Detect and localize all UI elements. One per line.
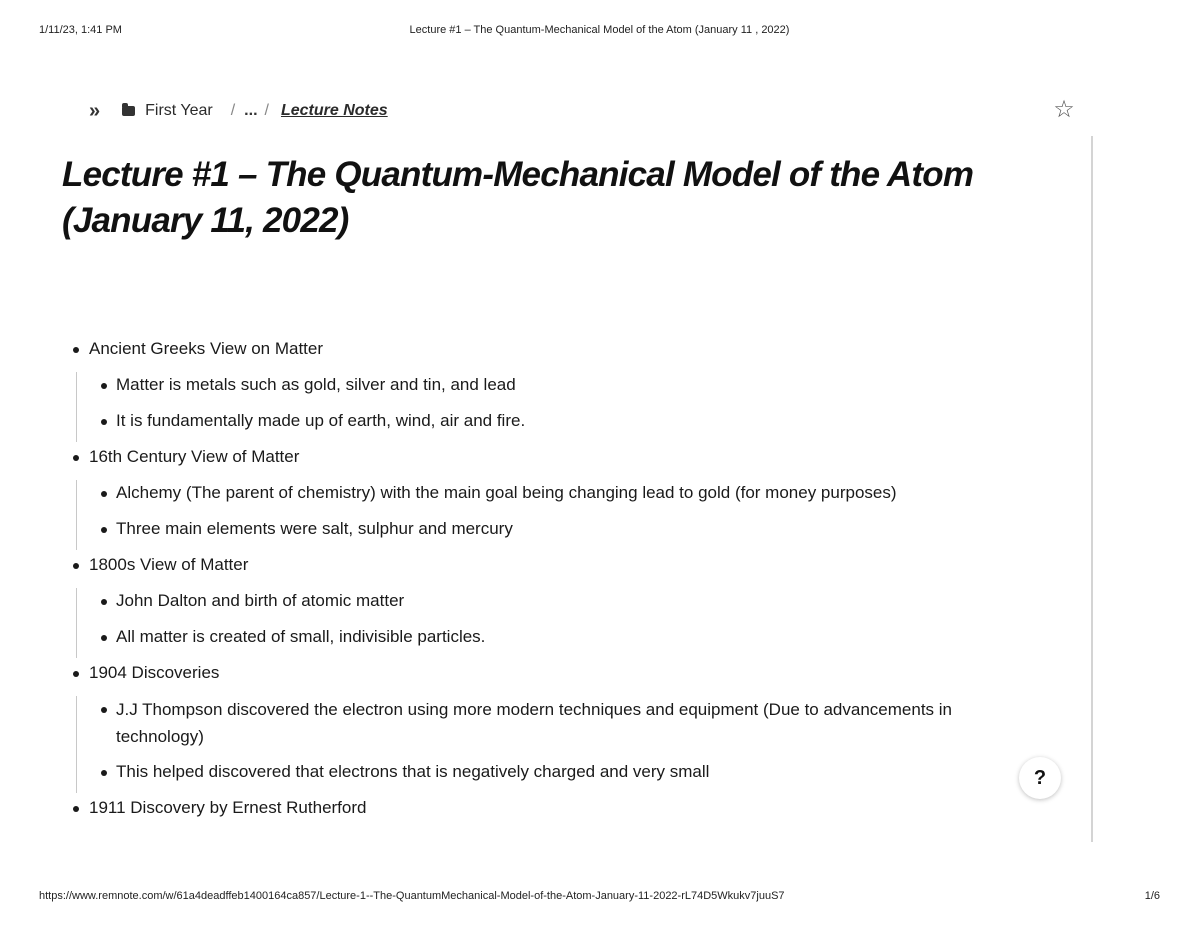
bullet-icon[interactable]	[101, 419, 107, 425]
list-item-text: John Dalton and birth of atomic matter	[116, 591, 405, 610]
breadcrumb-ellipsis[interactable]: ...	[244, 102, 258, 119]
page-title: Lecture #1 – The Quantum-Mechanical Model of the Atom (January 11, 2022)	[62, 155, 974, 240]
list-item[interactable]	[116, 588, 1090, 624]
breadcrumb-current-lecture-notes[interactable]: Lecture Notes	[280, 102, 388, 119]
list-item-text: This helped discovered that electrons that is negatively charged and very small	[116, 762, 710, 781]
print-date: 1/11/23, 1:41 PM	[39, 24, 122, 36]
list-item-text: 1800s View of Matter	[89, 555, 249, 574]
list-item-text: J.J Thompson discovered the electron using more modern techniques and equipment (Due to advancements in technology)	[116, 700, 952, 746]
bullet-icon[interactable]	[101, 770, 107, 776]
bullet-icon[interactable]	[101, 599, 107, 605]
indent-guide	[76, 372, 77, 442]
list-item-text: All matter is created of small, indivisible particles.	[116, 627, 486, 646]
list-item-text: It is fundamentally made up of earth, wind, air and fire.	[116, 411, 526, 430]
scrollbar[interactable]	[1091, 136, 1093, 842]
breadcrumb-first-year[interactable]: First Year	[145, 102, 213, 119]
breadcrumb-separator: /	[264, 102, 269, 119]
print-url: https://www.remnote.com/w/61a4deadffeb1400164ca857/Lecture-1--The-QuantumMechanical-Model-of-the-Atom-January-11-2022-rL74D5Wkukv7juuS7	[39, 890, 785, 902]
nested-list	[89, 372, 1090, 444]
indent-guide	[76, 480, 77, 550]
bullet-icon[interactable]	[73, 671, 79, 677]
list-item[interactable]	[116, 372, 1090, 408]
help-button[interactable]: ?	[1019, 757, 1061, 799]
list-item[interactable]	[89, 444, 1090, 480]
bullet-icon[interactable]	[73, 563, 79, 569]
nested-list	[89, 696, 1090, 795]
bullet-icon[interactable]	[101, 707, 107, 713]
list-item[interactable]	[116, 759, 1090, 795]
page-number: 1/6	[1144, 890, 1160, 902]
indent-guide	[76, 588, 77, 658]
nested-list	[89, 588, 1090, 660]
nested-list	[89, 480, 1090, 552]
list-item[interactable]	[116, 408, 1090, 444]
breadcrumb-separator: /	[230, 102, 236, 119]
bullet-icon[interactable]	[101, 383, 107, 389]
notes-list	[0, 336, 1090, 841]
list-item-text: Three main elements were salt, sulphur and mercury	[116, 519, 513, 538]
list-item-text: 16th Century View of Matter	[89, 447, 300, 466]
list-item-text: 1904 Discoveries	[89, 663, 220, 682]
list-item-text: Alchemy (The parent of chemistry) with the main goal being changing lead to gold (for money purposes)	[116, 483, 897, 502]
list-item[interactable]	[116, 516, 1090, 552]
list-item-text: 1911 Discovery by Ernest Rutherford	[89, 798, 367, 817]
list-item[interactable]	[89, 795, 1090, 831]
star-icon[interactable]: ☆	[1053, 96, 1075, 123]
bullet-icon[interactable]	[73, 347, 79, 353]
list-item[interactable]	[89, 660, 1090, 696]
folder-icon	[122, 106, 135, 116]
list-item[interactable]	[116, 696, 1090, 759]
breadcrumb	[89, 99, 388, 123]
list-item[interactable]	[116, 480, 1090, 516]
print-header	[39, 24, 1160, 38]
print-footer	[39, 890, 1160, 904]
bullet-icon[interactable]	[101, 527, 107, 533]
list-item[interactable]	[116, 624, 1090, 660]
bullet-icon[interactable]	[73, 806, 79, 812]
list-item[interactable]	[89, 552, 1090, 588]
indent-guide	[76, 696, 77, 793]
list-item-text: Matter is metals such as gold, silver and tin, and lead	[116, 375, 516, 394]
print-title: Lecture #1 – The Quantum-Mechanical Model of the Atom (January 11 , 2022)	[409, 24, 790, 36]
bullet-icon[interactable]	[101, 491, 107, 497]
bullet-icon[interactable]	[73, 455, 79, 461]
bullet-icon[interactable]	[101, 635, 107, 641]
list-item[interactable]	[89, 336, 1090, 372]
list-item-text: Ancient Greeks View on Matter	[89, 339, 324, 358]
expand-sidebar-icon[interactable]: »	[89, 100, 101, 122]
